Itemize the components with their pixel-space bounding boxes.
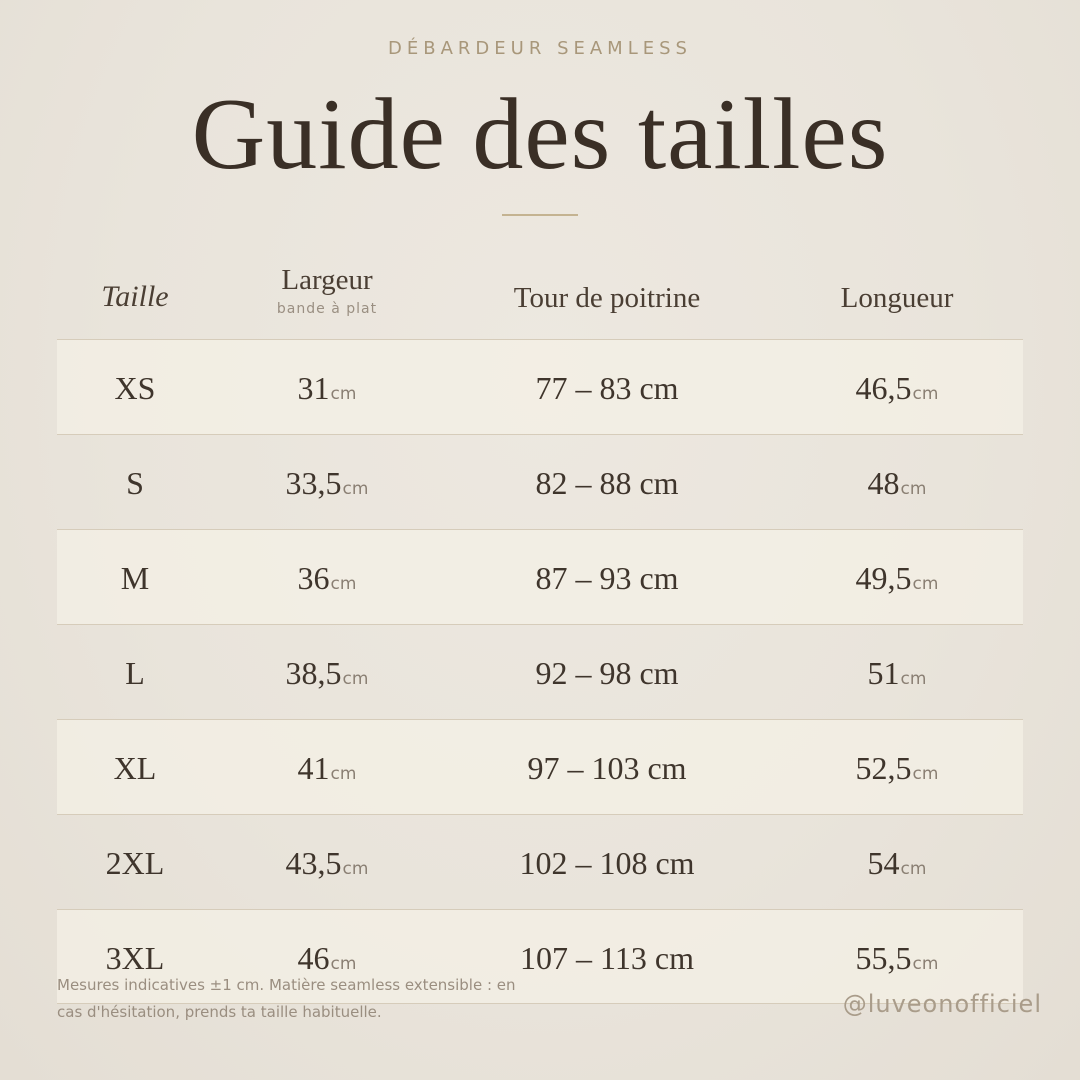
eyebrow-label: DÉBARDEUR SEAMLESS <box>388 38 692 59</box>
cell-length <box>797 750 997 787</box>
header-size: Taille <box>101 280 169 313</box>
cell-length <box>797 845 997 882</box>
length-value: 49,5 <box>855 560 912 596</box>
cell-width <box>227 370 427 407</box>
table-row <box>57 624 1023 719</box>
width-value: 33,5 <box>285 465 342 501</box>
unit-label: cm <box>342 859 369 879</box>
table-row <box>57 719 1023 814</box>
cell-chest: 97 – 103 cm <box>527 750 687 786</box>
unit-label: cm <box>900 479 927 499</box>
cell-size: XL <box>113 750 157 786</box>
unit-label: cm <box>900 859 927 879</box>
cell-width <box>227 845 427 882</box>
cell-size: XS <box>114 370 156 406</box>
header-chest: Tour de poitrine <box>513 282 701 314</box>
cell-width <box>227 750 427 787</box>
unit-label: cm <box>330 764 357 784</box>
footnote <box>57 972 537 1026</box>
length-value: 55,5 <box>855 940 912 976</box>
footnote-line: Mesures indicatives ±1 cm. Matière seamless extensible : en <box>57 976 516 994</box>
cell-length <box>797 560 997 597</box>
width-value: 41 <box>297 750 330 786</box>
social-handle: @luveonofficiel <box>842 990 1042 1018</box>
cell-chest: 77 – 83 cm <box>535 370 679 406</box>
width-value: 31 <box>297 370 330 406</box>
width-value: 46 <box>297 940 330 976</box>
title-divider <box>502 214 578 216</box>
length-value: 52,5 <box>855 750 912 786</box>
width-value: 36 <box>297 560 330 596</box>
length-value: 46,5 <box>855 370 912 406</box>
header-width-label: Largeur <box>281 264 373 296</box>
length-value: 51 <box>867 655 900 691</box>
length-value: 54 <box>867 845 900 881</box>
page-title: Guide des tailles <box>191 78 889 191</box>
unit-label: cm <box>342 669 369 689</box>
unit-label: cm <box>330 954 357 974</box>
width-value: 43,5 <box>285 845 342 881</box>
length-value: 48 <box>867 465 900 501</box>
cell-width <box>227 465 427 502</box>
cell-size: 3XL <box>105 940 165 976</box>
cell-size: 2XL <box>105 845 165 881</box>
unit-label: cm <box>912 954 939 974</box>
table-row <box>57 434 1023 529</box>
cell-size: L <box>125 655 145 691</box>
cell-width <box>227 655 427 692</box>
size-table <box>57 244 1023 1004</box>
unit-label: cm <box>912 384 939 404</box>
unit-label: cm <box>900 669 927 689</box>
header-width-sub: bande à plat <box>276 301 378 317</box>
width-value: 38,5 <box>285 655 342 691</box>
table-row <box>57 529 1023 624</box>
cell-chest: 107 – 113 cm <box>520 940 694 976</box>
cell-chest: 102 – 108 cm <box>519 845 695 881</box>
cell-chest: 92 – 98 cm <box>535 655 679 691</box>
cell-chest: 82 – 88 cm <box>535 465 679 501</box>
table-row <box>57 814 1023 909</box>
table-header <box>57 244 1023 339</box>
cell-length <box>797 655 997 692</box>
header-length: Longueur <box>840 282 954 314</box>
cell-length <box>797 940 997 977</box>
unit-label: cm <box>330 574 357 594</box>
footnote-line: cas d'hésitation, prends ta taille habituelle. <box>57 1003 382 1021</box>
cell-length <box>797 465 997 502</box>
unit-label: cm <box>330 384 357 404</box>
unit-label: cm <box>342 479 369 499</box>
unit-label: cm <box>912 574 939 594</box>
cell-length <box>797 370 997 407</box>
cell-width <box>227 560 427 597</box>
unit-label: cm <box>912 764 939 784</box>
table-row <box>57 339 1023 434</box>
header-width <box>227 264 427 317</box>
cell-size: M <box>120 560 150 596</box>
cell-size: S <box>126 465 144 501</box>
cell-chest: 87 – 93 cm <box>535 560 679 596</box>
